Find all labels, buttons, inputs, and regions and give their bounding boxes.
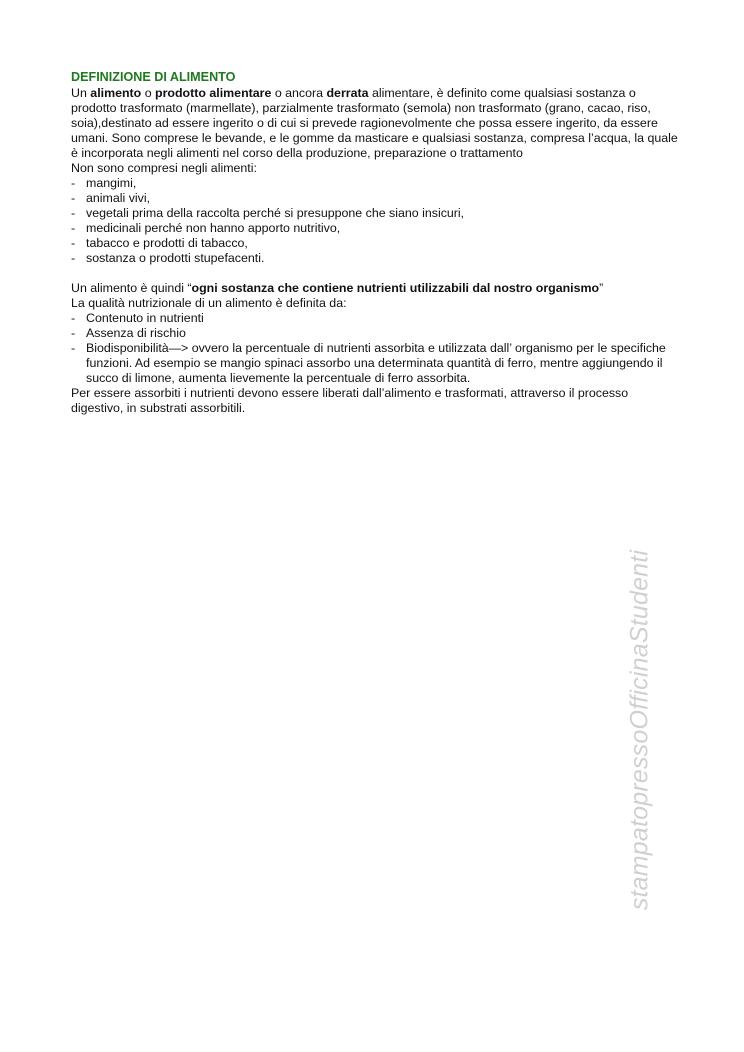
list-item: [71, 206, 681, 221]
intro-text-2: o: [141, 86, 156, 100]
dash-bullet: -: [71, 326, 76, 340]
list-item: [71, 221, 681, 236]
list-item-text: vegetali prima della raccolta perché si presuppone che siano insicuri,: [86, 206, 465, 220]
dash-bullet: -: [71, 191, 76, 205]
list-item-text: Contenuto in nutrienti: [86, 311, 204, 325]
list-item-text: animali vivi,: [86, 191, 151, 205]
definition-prefix: Un alimento è quindi “: [71, 281, 192, 295]
intro-text-3: o ancora: [271, 86, 327, 100]
watermark-text: stampatopressoOfficinaStudenti: [625, 549, 654, 911]
dash-bullet: -: [71, 251, 76, 265]
dash-bullet: -: [71, 221, 76, 235]
list-item: [71, 341, 681, 386]
intro-paragraph: [71, 86, 681, 161]
definition-bold: ogni sostanza che contiene nutrienti utilizzabili dal nostro organismo: [191, 281, 600, 295]
quality-heading: La qualità nutrizionale di un alimento è definita da:: [71, 296, 347, 310]
definition-paragraph: [71, 281, 681, 296]
list-item: [71, 326, 681, 341]
dash-bullet: -: [71, 176, 76, 190]
list-item-text: Assenza di rischio: [86, 326, 186, 340]
paragraph-spacer: [71, 266, 681, 281]
list-item: [71, 191, 681, 206]
intro-text-4: alimentare, è definito come qualsiasi sostanza o prodotto trasformato (marmellate), parzialmente trasformato (semola) non trasformato (grano, cacao, riso, soia),destinato ad essere ingerito o di cui si prevede ragionevolmente che possa essere ingerito, da essere umani. Sono comprese le bevande, e le gomme da masticare e qualsiasi sostanza, compresa l’acqua, la quale è incorporata negli alimenti nel corso della produzione, preparazione o trattamento: [71, 86, 678, 160]
intro-text-1: Un: [71, 86, 91, 100]
list-item: [71, 236, 681, 251]
not-included-list: [71, 176, 681, 266]
dash-bullet: -: [71, 206, 76, 220]
document-page: [71, 70, 681, 416]
closing-paragraph: Per essere assorbiti i nutrienti devono essere liberati dall’alimento e trasformati, attraverso il processo digestivo, in substrati assorbitili.: [71, 386, 629, 415]
dash-bullet: -: [71, 236, 76, 250]
list-item-text: tabacco e prodotti di tabacco,: [86, 236, 248, 250]
intro-bold-prodotto: prodotto alimentare: [155, 86, 272, 100]
list-item: [71, 311, 681, 326]
list-item-text: sostanza o prodotti stupefacenti.: [86, 251, 265, 265]
not-included-heading: Non sono compresi negli alimenti:: [71, 161, 257, 175]
list-item-text: medicinali perché non hanno apporto nutritivo,: [86, 221, 341, 235]
definition-suffix: ”: [599, 281, 604, 295]
dash-bullet: -: [71, 341, 76, 355]
quality-list: [71, 311, 681, 386]
intro-bold-derrata: derrata: [326, 86, 369, 100]
list-item-text: Biodisponibilità—> ovvero la percentuale di nutrienti assorbita e utilizzata dall’ organismo per le specifiche funzioni. Ad esempio se mangio spinaci assorbo una determinata quantità di ferro, mentre aggiungendo il succo di limone, aumenta lievemente la percentuale di ferro assorbita.: [86, 341, 666, 385]
intro-bold-alimento: alimento: [90, 86, 142, 100]
section-title: DEFINIZIONE DI ALIMENTO: [71, 70, 236, 84]
list-item-text: mangimi,: [86, 176, 137, 190]
list-item: [71, 176, 681, 191]
dash-bullet: -: [71, 311, 76, 325]
list-item: [71, 251, 681, 266]
